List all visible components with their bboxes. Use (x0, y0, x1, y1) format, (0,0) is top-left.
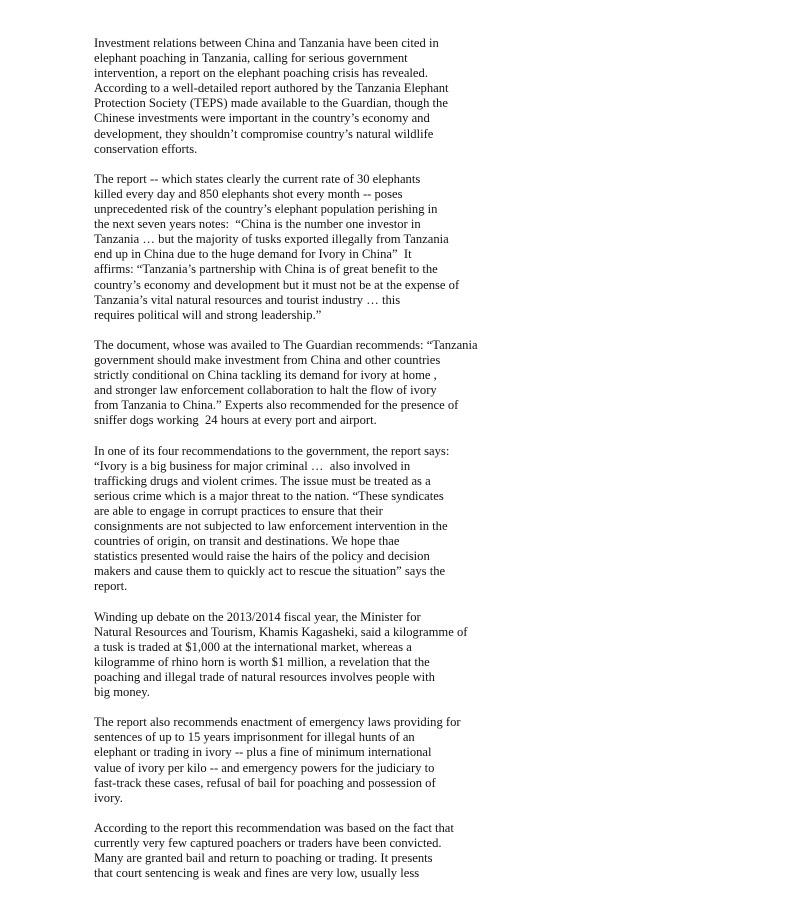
paragraph (94, 172, 514, 323)
text-line: Protection Society (TEPS) made available to the Guardian, though the (94, 96, 448, 111)
text-line: According to a well-detailed report authored by the Tanzania Elephant (94, 81, 449, 96)
text-line: elephant or trading in ivory -- plus a fine of minimum international (94, 745, 432, 760)
text-line: Natural Resources and Tourism, Khamis Kagasheki, said a kilogramme of (94, 624, 468, 639)
text-line: Tanzania’s vital natural resources and tourist industry … this (94, 292, 401, 307)
text-line: report. (94, 579, 128, 594)
text-line: country’s economy and development but it must not be at the expense of (94, 277, 460, 292)
text-line: statistics presented would raise the hairs of the policy and decision (94, 549, 430, 564)
text-line: elephant poaching in Tanzania, calling for serious government (94, 51, 408, 66)
article-body (94, 36, 514, 896)
text-line: consignments are not subjected to law enforcement intervention in the (94, 519, 448, 533)
text-line: ivory. (94, 790, 123, 805)
paragraph (94, 821, 514, 881)
text-line: development, they shouldn’t compromise country’s natural wildlife (94, 126, 434, 141)
text-line: Winding up debate on the 2013/2014 fiscal year, the Minister for (94, 609, 421, 624)
text-line: serious crime which is a major threat to the nation. “These syndicates (94, 488, 444, 503)
text-line: kilogramme of rhino horn is worth $1 million, a revelation that the (94, 654, 430, 669)
text-line: Chinese investments were important in the country’s economy and (94, 111, 430, 126)
text-line: Tanzania … but the majority of tusks exported illegally from Tanzania (94, 232, 449, 247)
text-line: are able to engage in corrupt practices to ensure that their (94, 503, 383, 518)
text-line: a tusk is traded at $1,000 at the international market, whereas a (94, 639, 412, 654)
text-line: “Ivory is a big business for major criminal … also involved in (94, 458, 411, 473)
text-line: conservation efforts. (94, 141, 198, 156)
text-line: from Tanzania to China.” Experts also recommended for the presence of (94, 398, 459, 413)
text-line: Investment relations between China and Tanzania have been cited in (94, 36, 439, 50)
text-line: makers and cause them to quickly act to rescue the situation” says the (94, 564, 446, 579)
paragraph (94, 338, 514, 429)
paragraph (94, 715, 514, 806)
text-line: intervention, a report on the elephant poaching crisis has revealed. (94, 66, 428, 81)
text-line: sentences of up to 15 years imprisonment for illegal hunts of an (94, 730, 415, 745)
text-line: In one of its four recommendations to the government, the report says: (94, 443, 450, 458)
text-line: killed every day and 850 elephants shot every month -- poses (94, 186, 403, 201)
text-line: Many are granted bail and return to poaching or trading. It presents (94, 851, 433, 866)
paragraph (94, 444, 514, 595)
text-line: sniffer dogs working 24 hours at every port and airport. (94, 413, 377, 428)
text-line: The document, whose was availed to The Guardian recommends: “Tanzania (94, 337, 478, 352)
text-line: The report -- which states clearly the current rate of 30 elephants (94, 171, 421, 186)
paragraph (94, 36, 514, 157)
text-line: government should make investment from China and other countries (94, 352, 441, 367)
text-line: unprecedented risk of the country’s elephant population perishing in (94, 202, 438, 217)
text-line: requires political will and strong leadership.” (94, 307, 322, 322)
text-line: fast-track these cases, refusal of bail for poaching and possession of (94, 775, 436, 790)
text-line: trafficking drugs and violent crimes. The issue must be treated as a (94, 473, 431, 488)
text-line: affirms: “Tanzania’s partnership with China is of great benefit to the (94, 262, 438, 277)
text-line: the next seven years notes: “China is the number one investor in (94, 217, 421, 232)
text-line: value of ivory per kilo -- and emergency powers for the judiciary to (94, 760, 435, 775)
text-line: currently very few captured poachers or traders have been convicted. (94, 835, 442, 850)
text-line: countries of origin, on transit and destinations. We hope thae (94, 534, 400, 549)
text-line: The report also recommends enactment of emergency laws providing for (94, 715, 461, 730)
text-line: poaching and illegal trade of natural resources involves people with (94, 669, 435, 684)
text-line: According to the report this recommendation was based on the fact that (94, 820, 454, 835)
text-line: end up in China due to the huge demand for Ivory in China” It (94, 247, 412, 262)
text-line: strictly conditional on China tackling its demand for ivory at home , (94, 368, 437, 383)
text-line: big money. (94, 685, 150, 700)
paragraph (94, 610, 514, 701)
text-line: that court sentencing is weak and fines are very low, usually less (94, 866, 420, 881)
text-line: and stronger law enforcement collaboration to halt the flow of ivory (94, 383, 437, 398)
